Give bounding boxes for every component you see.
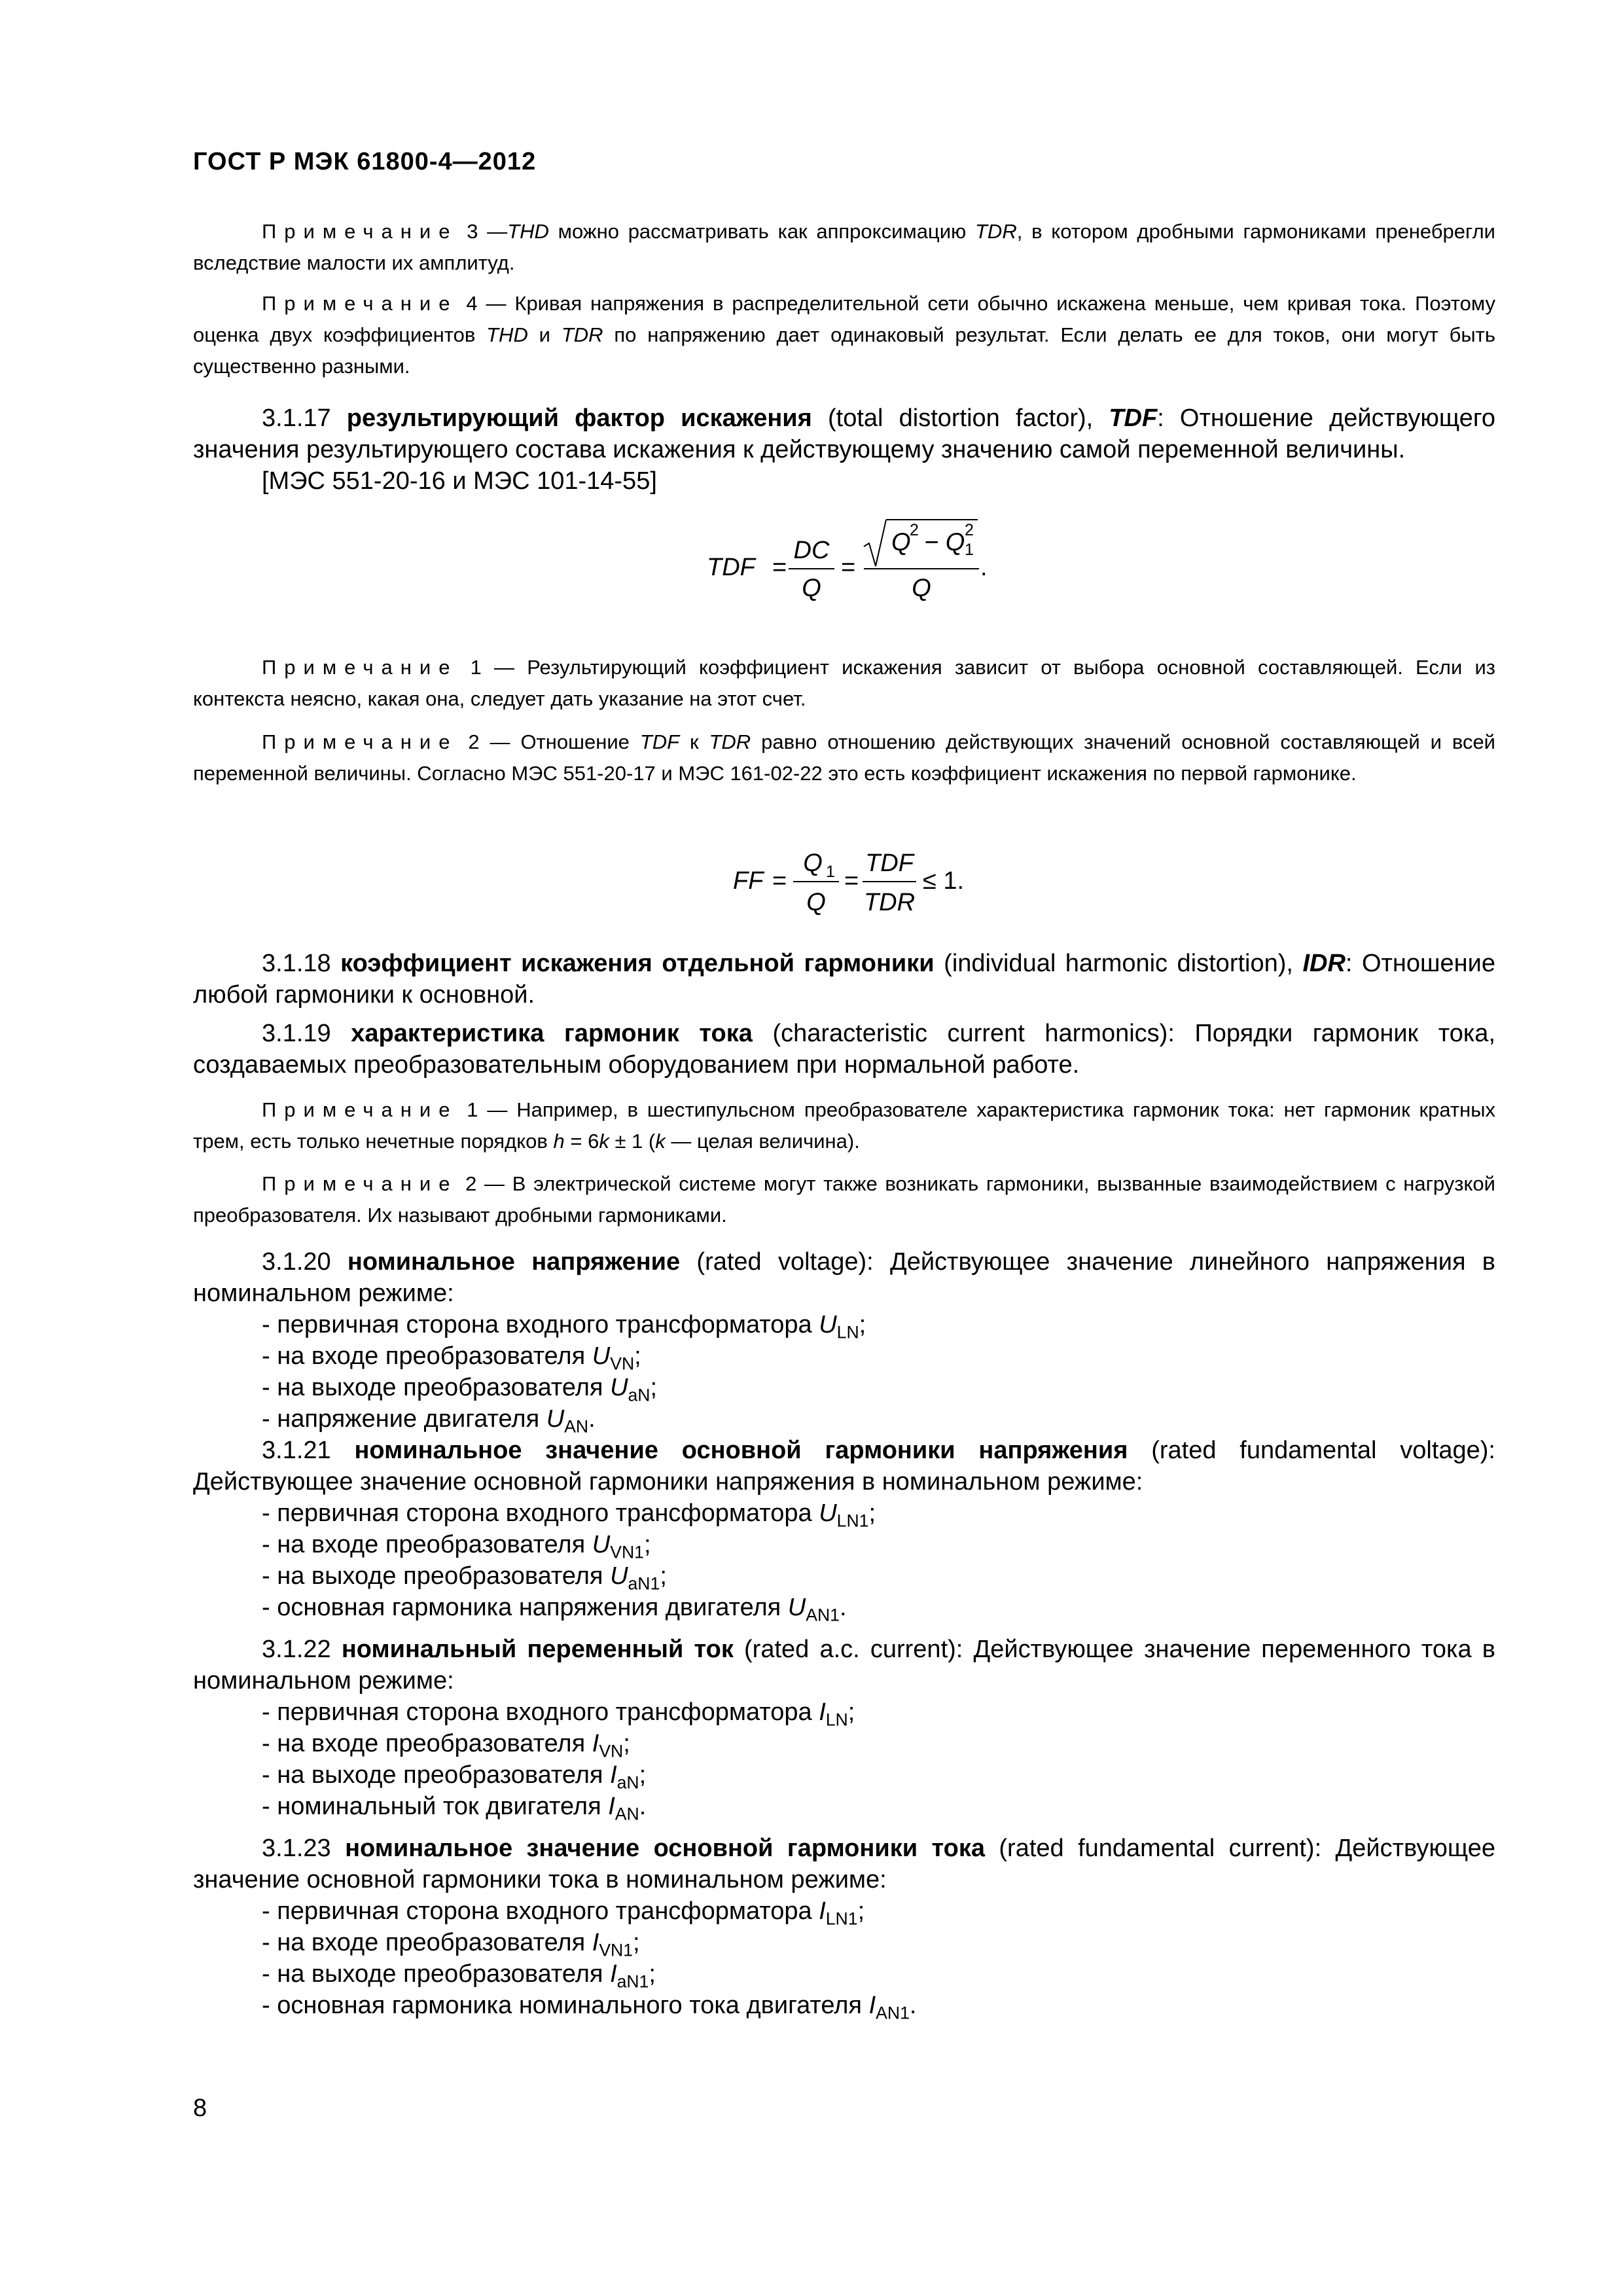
square-root-icon [863, 517, 889, 569]
note-1-harmonics: Примечание 1 — Например, в шестипульсном преобразователе характеристика гармоник тока: нет гармоник кратных трем, есть только нечетные порядков h = 6k ± 1 (k — целая величина). [193, 1098, 1495, 1153]
list-item: - первичная сторона входного трансформатора $I_{LN}$; [262, 1698, 855, 1730]
list-item: - основная гармоника напряжения двигателя $U_{AN1}$. [262, 1594, 847, 1625]
clause-3-1-20: 3.1.20 номинальное напряжение (rated voltage): Действующее значение линейного напряжения в номинальном режиме: [193, 1248, 1495, 1307]
clause-3-1-19: 3.1.19 характеристика гармоник тока (characteristic current harmonics): Порядки гармоник тока, создаваемых преобразовательным оборудованием при нормальной работе. [193, 1020, 1495, 1079]
document-header: ГОСТ Р МЭК 61800-4—2012 [193, 148, 537, 175]
clause-3-1-17: 3.1.17 результирующий фактор искажения (total distortion factor), TDF: Отношение действующего значения результирующего состава искажения к действующему значению самой переменной величины. [193, 404, 1496, 463]
note-1-tdf: Примечание 1 — Результирующий коэффициент искажения зависит от выбора основной составляющей. Если из контекста неясно, какая она, следует дать указание на этот счет. [193, 656, 1495, 710]
note-2-harmonics: Примечание 2 — В электрической системе могут также возникать гармоники, вызванные взаимодействием с нагрузкой преобразователя. Их называют дробными гармониками. [193, 1172, 1495, 1227]
list-item: - на входе преобразователя $I_{VN1}$; [262, 1929, 640, 1960]
clause-3-1-21: 3.1.21 номинальное значение основной гармоники напряжения (rated fundamental voltage): Действующее значение основной гармоники напряжения в номинальном режиме: [193, 1437, 1495, 1496]
clause-3-1-23: 3.1.23 номинальное значение основной гармоники тока (rated fundamental current): Действующее значение основной гармоники тока в номинальном режиме: [193, 1835, 1495, 1893]
list-item: - напряжение двигателя $U_{AN}$. [262, 1405, 596, 1437]
note-3: Примечание 3 —THD можно рассматривать как аппроксимацию TDR, в котором дробными гармониками пренебрегли вследствие малости их амплитуд. [193, 220, 1495, 274]
page-number: 8 [193, 2094, 207, 2122]
list-item: - первичная сторона входного трансформатора $I_{LN1}$; [262, 1897, 865, 1929]
list-item: - на входе преобразователя $U_{VN1}$; [262, 1531, 651, 1562]
clause-3-1-22: 3.1.22 номинальный переменный ток (rated a.c. current): Действующее значение переменного тока в номинальном режиме: [193, 1636, 1495, 1695]
clause-3-1-18: 3.1.18 коэффициент искажения отдельной гармоники (individual harmonic distortion), IDR: Отношение любой гармоники к основной. [193, 950, 1496, 1009]
list-item: - первичная сторона входного трансформатора $U_{LN1}$; [262, 1499, 876, 1531]
list-item: - на выходе преобразователя $I_{aN}$; [262, 1761, 647, 1793]
list-item: - основная гармоника номинального тока двигателя $I_{AN1}$. [262, 1992, 917, 2023]
clause-3-1-17-reference: [МЭС 551-20-16 и МЭС 101-14-55] [262, 467, 657, 495]
list-item: - на выходе преобразователя $U_{aN1}$; [262, 1562, 667, 1594]
list-item: - на выходе преобразователя $U_{aN}$; [262, 1374, 658, 1405]
list-item: - на входе преобразователя $I_{VN}$; [262, 1730, 630, 1761]
list-item: - на выходе преобразователя $I_{aN1}$; [262, 1960, 656, 1992]
note-4: Примечание 4 — Кривая напряжения в распределительной сети обычно искажена меньше, чем кривая тока. Поэтому оценка двух коэффициентов THD и TDR по напряжению дает одинаковый результат. Если делать ее для токов, они могут быть существенно разными. [193, 292, 1495, 378]
list-item: - на входе преобразователя $U_{VN}$; [262, 1342, 641, 1374]
note-2-tdf: Примечание 2 — Отношение TDF к TDR равно отношению действующих значений основной составляющей и всей переменной величины. Согласно МЭС 551-20-17 и МЭС 161-02-22 это есть коэффициент искажения по первой гармонике. [193, 730, 1495, 785]
list-item: - первичная сторона входного трансформатора $U_{LN}$; [262, 1311, 866, 1342]
list-item: - номинальный ток двигателя $I_{AN}$. [262, 1793, 647, 1824]
